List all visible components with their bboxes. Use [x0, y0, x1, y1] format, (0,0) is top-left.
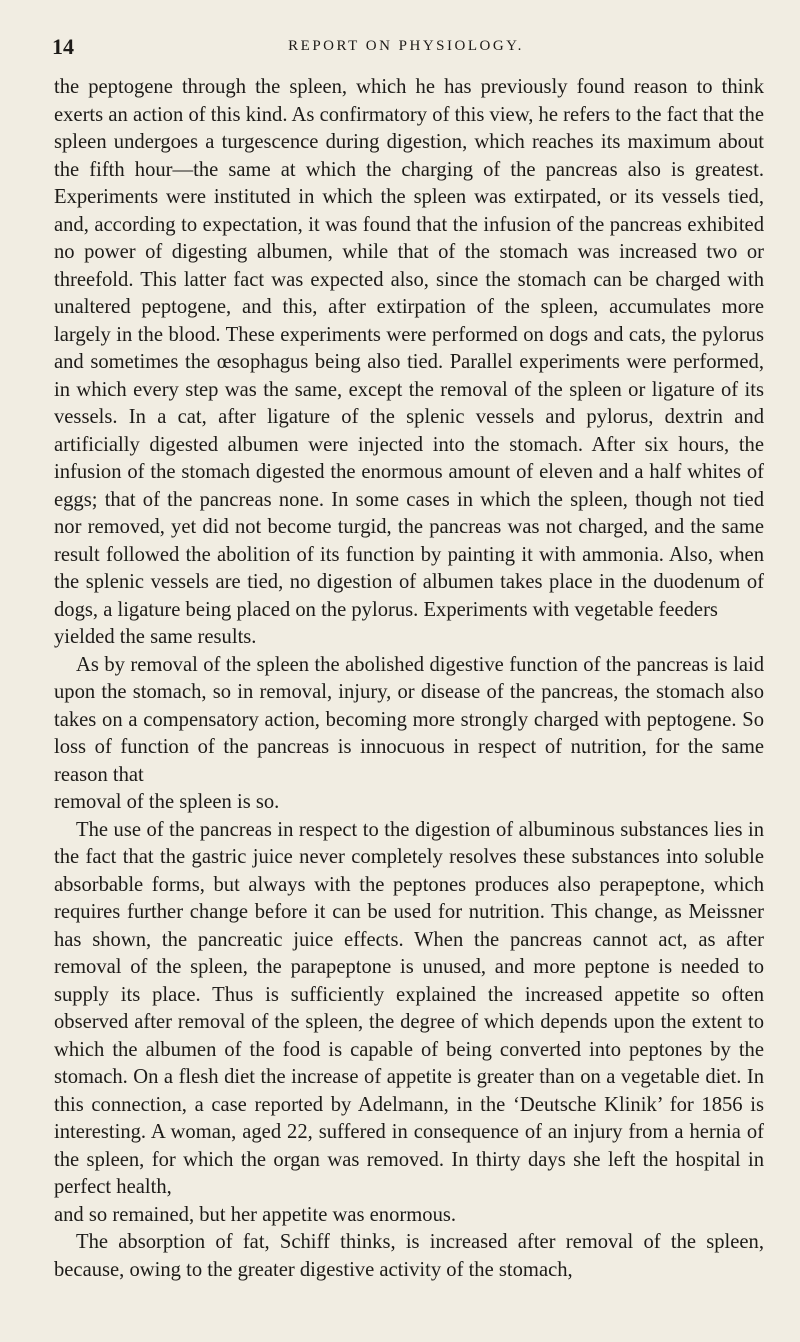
paragraph: [54, 1229, 764, 1284]
page-number: 14: [52, 34, 74, 59]
running-title: REPORT ON PHYSIOLOGY.: [288, 38, 524, 54]
paragraph-text: As by removal of the spleen the abolished digestive function of the pancreas is laid upon the stomach, so in removal, injury, or disease of the pancreas, the stomach also takes on a compensatory action, becoming more strongly charged with peptogene. So loss of function of the pancreas is innocuous in respect of nutrition, for the same reason that: [54, 653, 764, 786]
paragraph-last-line: removal of the spleen is so.: [54, 791, 280, 813]
paragraph: [54, 74, 764, 624]
paragraph-text: the peptogene through the spleen, which he has previously found reason to think exerts an action of this kind. As confirmatory of this view, he refers to the fact that the spleen undergoes a turgescence during digestion, which reaches its maximum about the fifth hour—the same at which the charging of the pancreas also is greatest. Experiments were instituted in which the spleen was extirpated, or its vessels tied, and, according to expectation, it was found that the infusion of the pancreas exhibited no power of digesting albumen, while that of the stomach was increased two or threefold. This latter fact was expected also, since the stomach can be charged with unaltered peptogene, and this, after extirpation of the spleen, accumulates more largely in the blood. These experiments were performed on dogs and cats, the pylorus and sometimes the œsophagus being also tied. Parallel experiments were performed, in which every step was the same, except the removal of the spleen or ligature of its vessels. In a cat, after ligature of the splenic vessels and pylorus, dextrin and artificially digested albumen were injected into the stomach. After six hours, the infusion of the stomach digested the enormous amount of eleven and a half whites of eggs; that of the pancreas none. In some cases in which the spleen, though not tied nor removed, yet did not become turgid, the pancreas was not charged, and the same result followed the abolition of its function by painting it with ammonia. Also, when the splenic vessels are tied, no digestion of albumen takes place in the duodenum of dogs, a ligature being placed on the pylorus. Experiments with vegetable feeders: [54, 76, 764, 621]
paragraph-last-line: and so remained, but her appetite was enormous.: [54, 1203, 457, 1226]
page-header: [52, 34, 760, 64]
paragraph-text: The absorption of fat, Schiff thinks, is increased after removal of the spleen, because, owing to the greater digestive activity of the stomach,: [54, 1231, 764, 1281]
paragraph-text: The use of the pancreas in respect to the digestion of albuminous substances lies in the fact that the gastric juice never completely resolves these substances into soluble absorbable forms, but always with the peptones produces also perapeptone, which requires further change before it can be used for nutrition. This change, as Meissner has shown, the pancreatic juice effects. When the pancreas cannot act, as after removal of the spleen, the parapeptone is unused, and more peptone is needed to supply its place. Thus is sufficiently explained the increased appetite so often observed after removal of the spleen, the degree of which depends upon the extent to which the albumen of the food is capable of being converted into peptones by the stomach. On a flesh diet the increase of appetite is greater than on a vegetable diet. In this connection, a case reported by Adelmann, in the ‘Deutsche Klinik’ for 1856 is interesting. A woman, aged 22, suffered in consequence of an injury from a hernia of the spleen, for which the organ was removed. In thirty days she left the hospital in perfect health,: [54, 818, 764, 1198]
paragraph: [54, 652, 764, 790]
paragraph-last-line: yielded the same results.: [54, 626, 257, 648]
paragraph: [54, 817, 764, 1202]
body-text: [54, 74, 764, 1284]
